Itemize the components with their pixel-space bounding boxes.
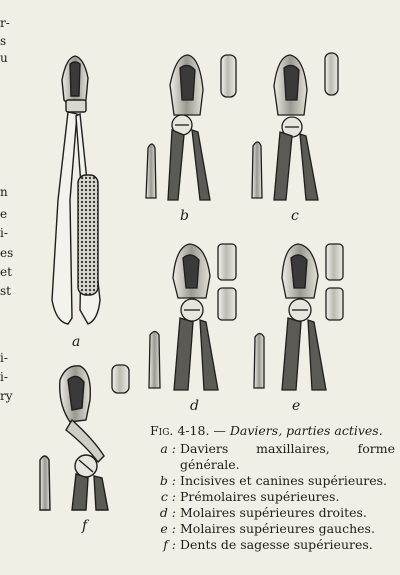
caption-item [150,441,395,473]
figure-caption [150,423,395,553]
margin-fragment: ry [0,389,13,403]
figure-label-e: e [292,398,301,414]
caption-item [150,473,395,489]
figure-label-c: c [291,208,299,224]
caption-item-key: e : [160,521,176,536]
caption-item-text: Dents de sagesse supérieures. [180,537,373,552]
caption-item-key: b : [159,473,176,488]
caption-title-text: — Daviers, parties actives. [209,423,383,438]
caption-item [150,489,395,505]
caption-item-key: d : [159,505,176,520]
forceps-c [252,53,338,200]
caption-item-text: Molaires supérieures gauches. [180,521,375,536]
forceps-f [40,366,108,510]
margin-fragment: n [0,185,8,199]
caption-item-text: Daviers maxillaires, forme générale. [180,441,395,472]
caption-item-key: f : [163,537,176,552]
caption-item [150,537,395,553]
margin-fragment: r- [0,16,10,30]
caption-title [150,423,395,439]
caption-item-key: a : [160,441,176,456]
caption-figure-number: Fig. 4-18. [150,423,210,438]
figure-label-a: a [72,334,81,350]
figure-label-f: f [82,518,88,534]
forceps-e [254,244,343,390]
figure-label-b: b [180,208,189,224]
margin-fragment: e [0,207,8,221]
caption-item [150,505,395,521]
margin-fragment: st [0,284,11,298]
figure-label-d: d [190,398,199,414]
caption-item-key: c : [160,489,176,504]
caption-item [150,521,395,537]
caption-item-text: Prémolaires supérieures. [180,489,340,504]
margin-fragment: s [0,34,7,48]
margin-fragment: es [0,246,14,260]
forceps-a [52,56,100,324]
margin-fragment: u [0,51,8,65]
margin-fragment: i- [0,370,8,384]
margin-fragment: et [0,265,12,279]
forceps-d [112,244,236,393]
caption-item-text: Incisives et canines supérieures. [180,473,388,488]
caption-item-text: Molaires supérieures droites. [180,505,367,520]
margin-fragment: i- [0,226,8,240]
forceps-b [146,55,236,200]
margin-fragment: i- [0,351,8,365]
